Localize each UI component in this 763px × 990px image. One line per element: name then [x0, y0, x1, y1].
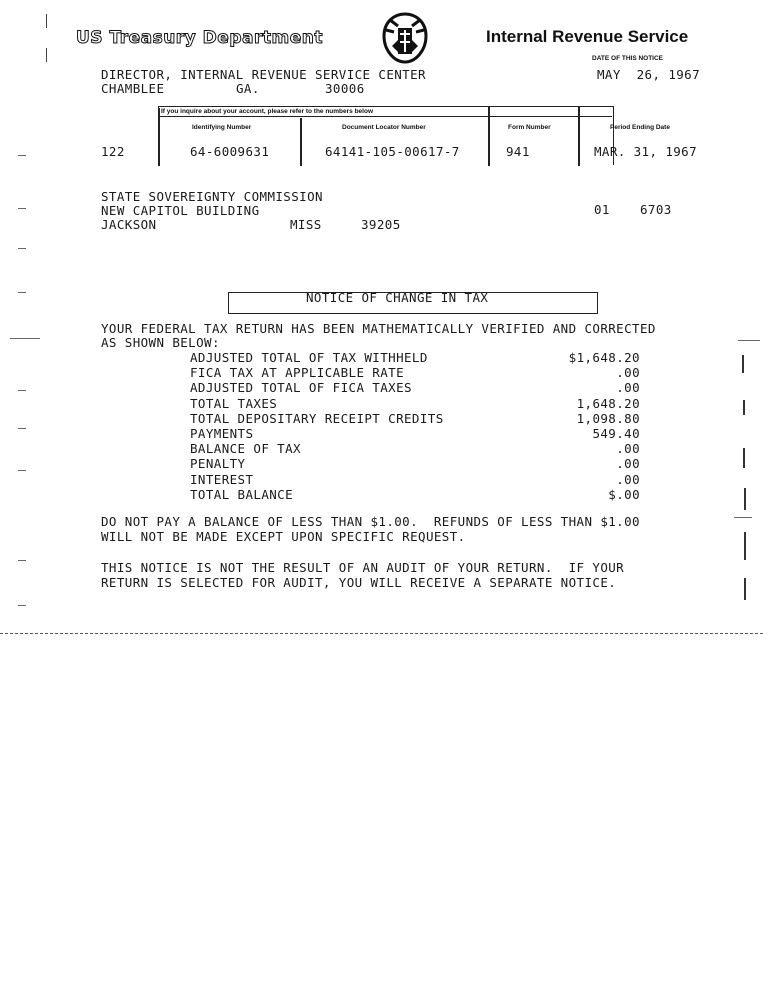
tax-item-label: TOTAL DEPOSITARY RECEIPT CREDITS — [190, 410, 444, 426]
notice-date: MAY 26, 1967 — [597, 67, 701, 82]
irs-seal-icon — [376, 10, 434, 66]
tax-item-label: ADJUSTED TOTAL OF TAX WITHHELD — [190, 350, 428, 365]
tax-item-amount: .00 — [616, 441, 640, 457]
tax-item-label: TOTAL TAXES — [190, 395, 278, 411]
identifying-number: 64-6009631 — [190, 144, 270, 159]
margin-mark — [743, 448, 745, 468]
intro-line2: AS SHOWN BELOW: — [101, 335, 220, 350]
margin-mark — [10, 338, 40, 339]
tax-item-label: FICA TAX AT APPLICABLE RATE — [190, 365, 404, 381]
reference-instruction: If you inquire about your account, please refer to the numbers below — [161, 108, 374, 115]
left-code: 122 — [101, 144, 125, 159]
col-locator-number: Document Locator Number — [342, 124, 426, 131]
margin-mark — [46, 14, 47, 28]
tax-item-amount: 549.40 — [592, 426, 640, 441]
issuer-line1: DIRECTOR, INTERNAL REVENUE SERVICE CENTER — [101, 67, 426, 82]
tax-item-amount: $.00 — [608, 486, 640, 502]
margin-mark — [742, 355, 744, 373]
recipient-state: MISS — [290, 217, 322, 232]
tax-item-amount: .00 — [616, 380, 640, 396]
margin-mark — [743, 400, 745, 415]
margin-mark — [18, 605, 26, 606]
col-identifying-number: Identifying Number — [192, 124, 252, 131]
tax-item-amount: $1,648.20 — [568, 350, 640, 365]
col-period-ending: Period Ending Date — [610, 124, 670, 131]
locator-number: 64141-105-00617-7 — [325, 144, 460, 159]
treasury-title: US Treasury Department — [76, 28, 323, 48]
recipient-line2: NEW CAPITOL BUILDING — [101, 203, 260, 218]
margin-mark — [18, 560, 26, 561]
irs-title: Internal Revenue Service — [486, 27, 689, 46]
recipient-code-a: 01 — [594, 202, 610, 217]
recipient-city: JACKSON — [101, 217, 157, 232]
margin-mark — [18, 208, 26, 209]
page-bottom-rule — [0, 633, 763, 634]
tax-item-amount: .00 — [616, 456, 640, 472]
tax-item-amount: 1,648.20 — [576, 395, 640, 411]
recipient-code-b: 6703 — [640, 202, 672, 217]
issuer-state: GA. — [236, 81, 260, 96]
margin-mark — [734, 517, 752, 518]
tax-item-label: PENALTY — [190, 456, 246, 472]
recipient-zip: 39205 — [361, 217, 401, 232]
footer-p1-line1: DO NOT PAY A BALANCE OF LESS THAN $1.00. REFUNDS OF LESS THAN $1.00 — [101, 514, 640, 529]
footer-p2-line1: THIS NOTICE IS NOT THE RESULT OF AN AUDIT OF YOUR RETURN. IF YOUR — [101, 560, 625, 575]
margin-mark — [18, 470, 26, 471]
tax-item-amount: .00 — [616, 365, 640, 381]
footer-p2-line2: RETURN IS SELECTED FOR AUDIT, YOU WILL RECEIVE A SEPARATE NOTICE. — [101, 575, 617, 590]
margin-mark — [744, 532, 746, 560]
col-form-number: Form Number — [508, 124, 551, 131]
issuer-city: CHAMBLEE — [101, 81, 165, 96]
margin-mark — [18, 428, 26, 429]
tax-item-amount: 1,098.80 — [576, 410, 640, 426]
margin-mark — [744, 488, 746, 510]
margin-mark — [738, 340, 760, 341]
form-number: 941 — [506, 144, 530, 159]
issuer-zip: 30006 — [325, 81, 365, 96]
tax-item-label: ADJUSTED TOTAL OF FICA TAXES — [190, 380, 412, 396]
date-label: DATE OF THIS NOTICE — [592, 55, 664, 62]
footer-p1-line2: WILL NOT BE MADE EXCEPT UPON SPECIFIC REQUEST. — [101, 529, 466, 544]
margin-mark — [744, 578, 746, 600]
tax-item-label: TOTAL BALANCE — [190, 486, 294, 502]
tax-item-amount: .00 — [616, 471, 640, 487]
margin-mark — [18, 390, 26, 391]
margin-mark — [46, 48, 47, 62]
tax-item-label: PAYMENTS — [190, 426, 254, 441]
margin-mark — [18, 248, 26, 249]
margin-mark — [18, 292, 26, 293]
tax-item-label: INTEREST — [190, 471, 254, 487]
notice-title: NOTICE OF CHANGE IN TAX — [306, 290, 489, 305]
tax-item-label: BALANCE OF TAX — [190, 441, 301, 457]
margin-mark — [18, 155, 26, 156]
recipient-line1: STATE SOVEREIGNTY COMMISSION — [101, 189, 323, 204]
period-ending: MAR. 31, 1967 — [594, 144, 698, 159]
intro-line1: YOUR FEDERAL TAX RETURN HAS BEEN MATHEMATICALLY VERIFIED AND CORRECTED — [101, 321, 656, 336]
